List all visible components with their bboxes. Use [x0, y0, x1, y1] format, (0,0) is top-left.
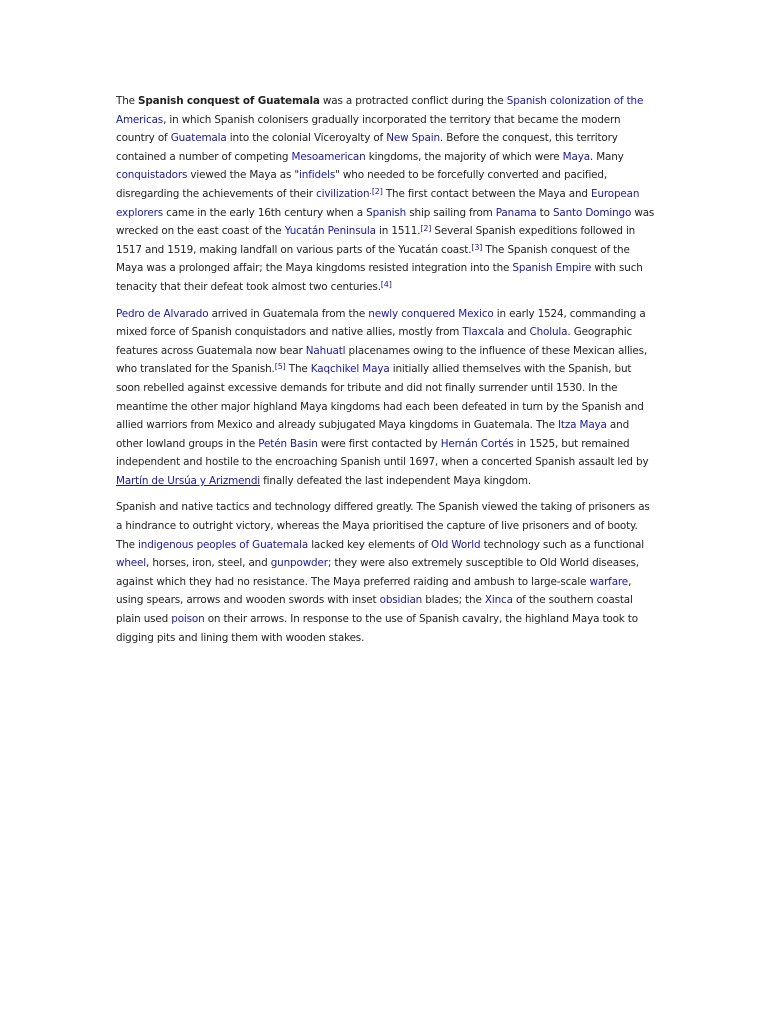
paragraph-text: on their arrows. In response to the use of Spanish cavalry, the highland Maya took to digging pits and lining them with wooden stakes. [116, 613, 638, 644]
article-link[interactable]: obsidian [379, 594, 423, 607]
article-link[interactable]: Itza Maya [558, 419, 607, 432]
article-link[interactable]: Panama [495, 206, 537, 219]
article-paragraph [116, 92, 656, 297]
article-link[interactable]: indigenous peoples of Guatemala [138, 538, 309, 551]
paragraph-text: . Geographic features across Guatemala now bear [116, 326, 633, 357]
paragraph-text: and other lowland groups in the [116, 419, 630, 450]
paragraph-text: , horses, iron, steel, and [146, 557, 271, 570]
citation-link[interactable]: [2] [420, 224, 432, 234]
paragraph-text: . Many [589, 150, 624, 163]
paragraph-text: arrived in Guatemala from the [208, 307, 369, 320]
article-link[interactable]: Maya [562, 150, 590, 163]
paragraph-text: " who needed to be forcefully converted and pacified, disregarding the achievements of their [116, 169, 608, 200]
paragraph-text: technology such as a functional [480, 538, 644, 551]
article-link[interactable]: Tlaxcala [462, 326, 505, 339]
article-link[interactable]: Martín de Ursúa y Arizmendi [116, 474, 260, 487]
paragraph-text: was a protracted conflict during the [319, 95, 507, 107]
paragraph-text: were first contacted by [317, 437, 441, 450]
paragraph-text: , using spears, arrows and wooden swords with inset [116, 575, 632, 607]
paragraph-text: The first contact between the Maya and [382, 187, 592, 200]
paragraph-text: ship sailing from [406, 206, 496, 219]
citation-link[interactable]: [5] [274, 362, 286, 372]
paragraph-text: The Spanish conquest of the Maya was a prolonged affair; the Maya kingdoms resisted integration into the [116, 243, 630, 275]
article-link[interactable]: infidels [299, 169, 336, 182]
paragraph-text: into the colonial Viceroyalty of [226, 132, 387, 145]
paragraph-text: of the southern coastal plain used [116, 594, 633, 626]
citation-link[interactable]: [4] [380, 279, 392, 289]
article-link[interactable]: Guatemala [170, 132, 227, 145]
article-link[interactable]: wheel [116, 557, 147, 570]
paragraph-text: and [504, 326, 530, 339]
article-paragraph [116, 498, 656, 647]
article-link[interactable]: Santo Domingo [552, 206, 632, 219]
article-subject-bold: Spanish conquest of Guatemala [138, 95, 320, 107]
article-link[interactable]: Spanish Empire [512, 262, 592, 275]
paragraph-text: came in the early 16th century when a [162, 206, 367, 219]
article-link[interactable]: civilization [316, 187, 370, 200]
article-link[interactable]: Kaqchikel Maya [310, 363, 390, 376]
paragraph-text: was wrecked on the east coast of the [116, 206, 655, 238]
paragraph-text: Spanish and native tactics and technology differed greatly. The Spanish viewed the taking of prisoners as a hindrance to outright victory, whereas the Maya prioritised the capture of live prisoners and of booty. The [116, 501, 650, 551]
article-link[interactable]: Pedro de Alvarado [116, 307, 209, 320]
article-link[interactable]: Mesoamerican [291, 150, 366, 163]
paragraph-text: . Before the conquest, this territory contained a number of competing [116, 132, 618, 163]
paragraph-text: initially allied themselves with the Spanish, but soon rebelled against excessive demands for tribute and did not finally surrender until 1530. In the meantime the other major highland Maya kingdoms had each been defeated in turn by the Spanish and allied warriors from Mexico and already subjugated Maya kingdoms in Guatemala. The [116, 363, 644, 432]
citation-link[interactable]: .[2] [369, 186, 383, 196]
article-link[interactable]: Hernán Cortés [440, 437, 514, 450]
article-link[interactable]: European explorers [116, 187, 640, 219]
article-link[interactable]: Nahuatl [305, 344, 346, 357]
paragraph-text: blades; the [422, 594, 485, 607]
paragraph-text: Several Spanish expeditions followed in 1517 and 1519, making landfall on various parts of the Yucatán coast. [116, 225, 636, 256]
article-link[interactable]: poison [171, 613, 205, 626]
citation-link[interactable]: [3] [471, 242, 483, 252]
article-link[interactable]: Spanish colonization of the Americas [116, 95, 644, 126]
article-link[interactable]: New Spain [386, 132, 440, 145]
paragraph-text: in early 1524, commanding a mixed force of Spanish conquistadors and native allies, mostly from [116, 307, 646, 339]
article-link[interactable]: Yucatán Peninsula [284, 225, 376, 238]
paragraph-text: in 1525, but remained independent and hostile to the encroaching Spanish until 1697, when a concerted Spanish assault led by [116, 437, 649, 469]
paragraph-text: kingdoms, the majority of which were [365, 150, 563, 163]
paragraph-text: placenames owing to the influence of these Mexican allies, who translated for the Spanish. [116, 344, 648, 376]
article-link[interactable]: gunpowder [270, 557, 328, 570]
paragraph-text: viewed the Maya as " [187, 169, 300, 182]
paragraph-text: , in which Spanish colonisers gradually incorporated the territory that became the modern country of [116, 113, 621, 145]
article-link[interactable]: Cholula [529, 326, 568, 339]
article-link[interactable]: warfare [589, 575, 629, 588]
article-body [116, 92, 656, 655]
article-link[interactable]: Spanish [366, 206, 407, 219]
paragraph-text: in 1511. [375, 225, 421, 238]
article-paragraph [116, 305, 656, 491]
paragraph-text: lacked key elements of [308, 538, 432, 551]
paragraph-text: with such tenacity that their defeat took almost two centuries. [116, 262, 643, 293]
paragraph-text: The [285, 363, 311, 376]
paragraph-text: finally defeated the last independent Maya kingdom. [260, 474, 531, 487]
article-link[interactable]: conquistadors [116, 169, 188, 182]
article-link[interactable]: Xinca [484, 594, 513, 607]
paragraph-text: ; they were also extremely susceptible to Old World diseases, against which they had no resistance. The Maya preferred raiding and ambush to large-scale [116, 557, 639, 588]
paragraph-text: to [536, 206, 553, 219]
article-link[interactable]: Old World [431, 538, 481, 551]
article-link[interactable]: newly conquered Mexico [368, 307, 494, 320]
article-link[interactable]: Petén Basin [258, 437, 318, 450]
paragraph-text: The [116, 95, 139, 107]
